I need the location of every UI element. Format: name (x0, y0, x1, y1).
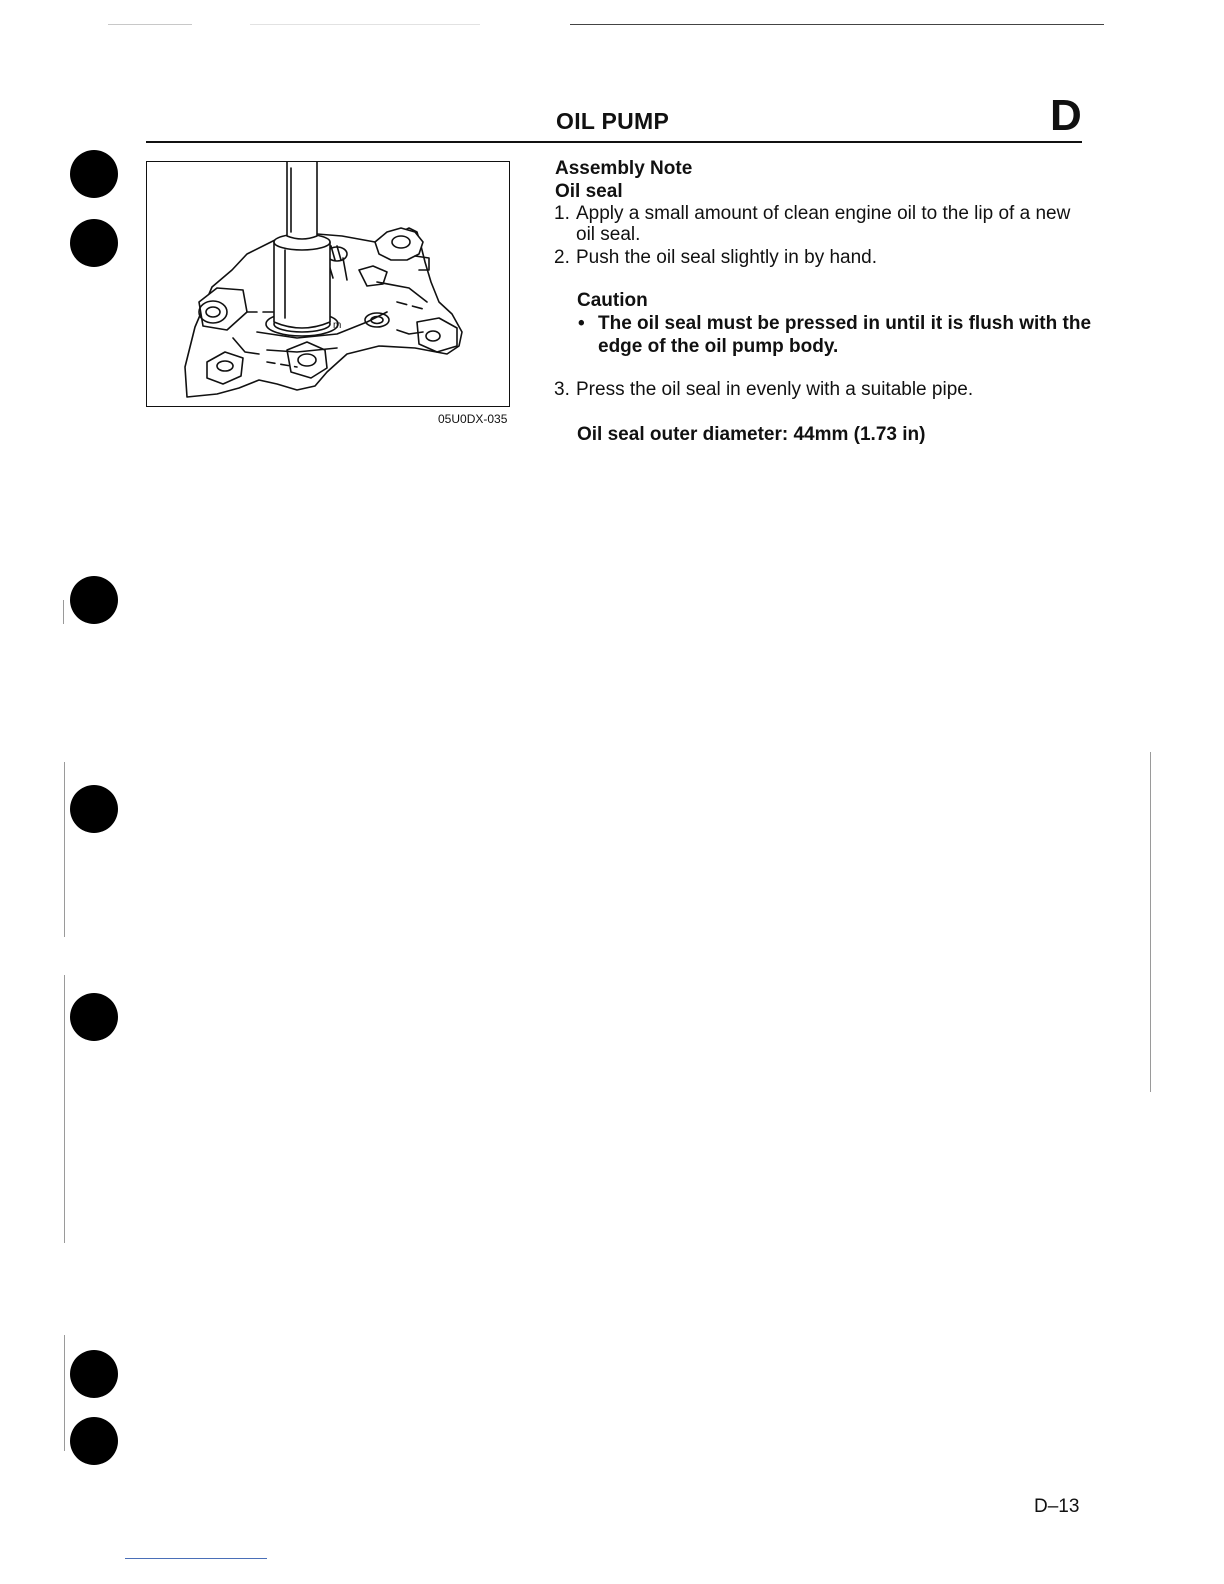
punch-hole (70, 576, 118, 624)
svg-text:m: m (333, 320, 342, 331)
page-title: OIL PUMP (556, 108, 670, 134)
scan-edge-line (63, 600, 64, 624)
step-item (554, 203, 1089, 245)
specification: Oil seal outer diameter: 44mm (1.73 in) (577, 424, 926, 445)
bottom-rule (125, 1558, 267, 1559)
punch-hole (70, 219, 118, 267)
top-scan-line-left (108, 24, 192, 25)
punch-hole (70, 1417, 118, 1465)
section-heading: Assembly Note (555, 158, 693, 179)
bullet-icon: • (578, 313, 585, 334)
step-number: 1. (554, 203, 570, 224)
oil-pump-seal-installation-illustration (147, 162, 508, 405)
punch-hole (70, 993, 118, 1041)
step-number: 2. (554, 247, 570, 268)
scan-edge-line (64, 975, 65, 1243)
scan-edge-line (64, 762, 65, 937)
step-text: Press the oil seal in evenly with a suitable pipe. (576, 379, 974, 400)
section-letter: D (1050, 91, 1082, 140)
header-rule (146, 141, 1082, 143)
punch-hole (70, 150, 118, 198)
caution-item (578, 312, 1098, 358)
scan-edge-line (1150, 752, 1151, 1092)
step-text: Push the oil seal slightly in by hand. (576, 247, 878, 268)
figure-frame (146, 161, 510, 407)
punch-hole (70, 785, 118, 833)
subsection-heading: Oil seal (555, 181, 623, 202)
caution-heading: Caution (577, 290, 648, 311)
caution-text: The oil seal must be pressed in until it is flush with the edge of the oil pump body. (598, 313, 1092, 357)
step-number: 3. (554, 379, 570, 400)
step-item (554, 379, 1089, 400)
scan-edge-line (64, 1335, 65, 1451)
top-scan-line-right (570, 24, 1104, 25)
page-number: D–13 (1034, 1496, 1080, 1517)
punch-hole (70, 1350, 118, 1398)
step-text: Apply a small amount of clean engine oil to the lip of a new oil seal. (576, 203, 1071, 245)
step-item (554, 247, 1089, 268)
figure-code: 05U0DX-035 (438, 412, 508, 426)
top-scan-line-mid (250, 24, 480, 25)
